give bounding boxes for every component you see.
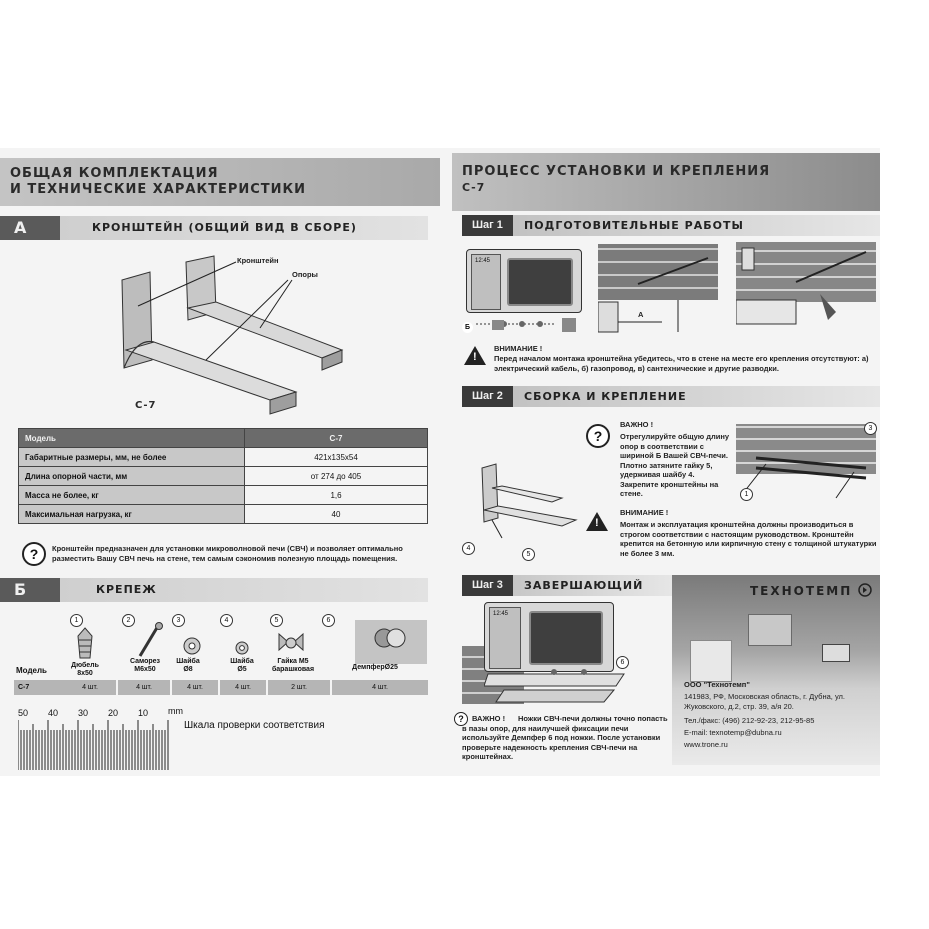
label-b: Б bbox=[462, 322, 473, 333]
step2-tag: Шаг 2 bbox=[462, 386, 513, 407]
section-b-letter: Б bbox=[14, 580, 27, 599]
left-title-line2: И ТЕХНИЧЕСКИЕ ХАРАКТЕРИСТИКИ bbox=[10, 182, 307, 197]
fastener-title: Саморез bbox=[129, 658, 161, 665]
ruler-caption: Шкала проверки соответствия bbox=[184, 720, 325, 731]
brand-phone: Тел./факс: (496) 212-92-23, 212-95-85 bbox=[684, 716, 815, 725]
section-b-header bbox=[0, 578, 428, 602]
microwave-display: 12:45 bbox=[475, 258, 491, 264]
ruler-number: 40 bbox=[48, 708, 59, 718]
table-row bbox=[19, 467, 428, 486]
section-a-title: КРОНШТЕЙН (ОБЩИЙ ВИД В СБОРЕ) bbox=[92, 221, 357, 234]
microwave-image bbox=[466, 249, 582, 313]
table-row bbox=[19, 448, 428, 467]
screw-icon bbox=[134, 622, 164, 658]
spec-value: от 274 до 405 bbox=[245, 467, 428, 486]
brand-logo: ТЕХНОТЕМП bbox=[750, 584, 853, 598]
washer-small-icon bbox=[234, 640, 250, 656]
spec-key: Длина опорной части, мм bbox=[19, 467, 245, 486]
step1-warning-text: Перед началом монтажа кронштейна убедитесь, что в стене на месте его крепления отсутствуют: а) электрический кабель, б) газопровод, в) сантехнические и другие разводки. bbox=[494, 354, 869, 373]
section-a-letter: А bbox=[14, 218, 27, 237]
callout-6: 6 bbox=[616, 656, 629, 669]
section-b-title: КРЕПЕЖ bbox=[96, 583, 157, 596]
brand-email: E-mail: texnotemp@dubna.ru bbox=[684, 728, 782, 737]
fastener-name bbox=[222, 658, 262, 674]
ruler-scale bbox=[18, 720, 180, 770]
step2-bracket-diagram bbox=[462, 458, 582, 558]
ruler-number: 30 bbox=[78, 708, 89, 718]
step1-header bbox=[462, 215, 880, 236]
step3-tag: Шаг 3 bbox=[462, 575, 513, 596]
wing-nut-icon bbox=[276, 628, 306, 656]
step2-header bbox=[462, 386, 880, 407]
spec-key: Модель bbox=[19, 429, 245, 448]
ruler-number: 10 bbox=[138, 708, 149, 718]
qty-cell: 4 шт. bbox=[172, 680, 218, 695]
fastener-name bbox=[268, 658, 318, 674]
fastener-name bbox=[168, 658, 208, 674]
qty-cell: 4 шт. bbox=[118, 680, 170, 695]
dowel-icon bbox=[74, 626, 96, 660]
kitchen-microwave bbox=[822, 644, 850, 662]
spec-table bbox=[18, 428, 428, 524]
fastener-number: 4 bbox=[220, 614, 233, 627]
spec-key: Максимальная нагрузка, кг bbox=[19, 505, 245, 524]
callout-5: 5 bbox=[522, 548, 535, 561]
right-title-line2: С-7 bbox=[462, 181, 486, 194]
callout-3: 3 bbox=[864, 422, 877, 435]
step3-bracket-diagram bbox=[484, 668, 634, 712]
bracket-illustration bbox=[110, 250, 360, 420]
qty-cell: 4 шт. bbox=[64, 680, 116, 695]
spec-value: 1,6 bbox=[245, 486, 428, 505]
section-a-header bbox=[0, 216, 428, 240]
ruler-number: 20 bbox=[108, 708, 119, 718]
fastener-number: 3 bbox=[172, 614, 185, 627]
right-title-line1: ПРОЦЕСС УСТАНОВКИ И КРЕПЛЕНИЯ bbox=[462, 164, 771, 179]
damper-icon bbox=[372, 626, 408, 650]
microwave-image bbox=[484, 602, 614, 672]
label-supports: Опоры bbox=[292, 270, 318, 279]
microwave-display: 12:45 bbox=[493, 611, 509, 617]
fastener-name bbox=[345, 664, 405, 672]
drill-diagram bbox=[736, 242, 878, 334]
fastener-number: 5 bbox=[270, 614, 283, 627]
spec-key: Габаритные размеры, мм, не более bbox=[19, 448, 245, 467]
fastener-title: Гайка М5 bbox=[277, 658, 309, 665]
fastener-size: барашковая bbox=[271, 666, 315, 673]
callout-1: 1 bbox=[740, 488, 753, 501]
step2-title: СБОРКА И КРЕПЛЕНИЕ bbox=[524, 390, 687, 403]
brand-company: ООО "Технотемп" bbox=[684, 680, 750, 689]
fastener-title: Демпфер bbox=[352, 664, 385, 671]
step2-important-text: Отрегулируйте общую длину опор в соответствии с шириной Б Вашей СВЧ-печи. Плотно затяните гайку 5, удерживая шайбу 4. Закрепите кронштейны на стене. bbox=[620, 432, 730, 498]
fastener-title: Шайба bbox=[230, 658, 254, 665]
model-caption: С-7 bbox=[135, 400, 157, 411]
step1-title: ПОДГОТОВИТЕЛЬНЫЕ РАБОТЫ bbox=[524, 219, 744, 232]
step2-warning-head: ВНИМАНИЕ ! bbox=[620, 508, 669, 517]
fastener-number: 1 bbox=[70, 614, 83, 627]
step3-important-head: ВАЖНО ! bbox=[472, 714, 506, 723]
table-row bbox=[19, 505, 428, 524]
label-bracket: Кронштейн bbox=[237, 256, 279, 265]
question-icon: ? bbox=[454, 712, 468, 726]
warning-icon: ! bbox=[586, 512, 608, 531]
fastener-size: M6x50 bbox=[134, 666, 156, 673]
spec-value: 421x135x54 bbox=[245, 448, 428, 467]
brand-site: www.trone.ru bbox=[684, 740, 728, 749]
brand-address: 141983, РФ, Московская область, г. Дубна, ул. Жуковского, д.2, стр. 39, а/я 20. bbox=[684, 692, 846, 711]
warning-icon: ! bbox=[464, 346, 486, 365]
step2-assembly-diagram bbox=[736, 424, 878, 504]
step1-warning-head: ВНИМАНИЕ ! bbox=[494, 344, 543, 353]
step3-header bbox=[462, 575, 672, 596]
microwave-window bbox=[529, 611, 603, 665]
fastener-size: Ø25 bbox=[384, 664, 398, 671]
kitchen-window bbox=[690, 640, 732, 682]
table-row bbox=[19, 486, 428, 505]
qty-cell: 2 шт. bbox=[268, 680, 330, 695]
question-icon: ? bbox=[586, 424, 610, 448]
label-a: А bbox=[638, 310, 644, 319]
spec-value: 40 bbox=[245, 505, 428, 524]
fastener-size: Ø8 bbox=[183, 666, 193, 673]
step1-tag: Шаг 1 bbox=[462, 215, 513, 236]
qty-cell: 4 шт. bbox=[332, 680, 428, 695]
fastener-title: Шайба bbox=[176, 658, 200, 665]
fastener-number: 2 bbox=[122, 614, 135, 627]
callout-4: 4 bbox=[462, 542, 475, 555]
step2-important-head: ВАЖНО ! bbox=[620, 420, 654, 429]
brand-logo-icon bbox=[858, 583, 872, 597]
table-row bbox=[19, 429, 428, 448]
qty-cell: 4 шт. bbox=[220, 680, 266, 695]
fastener-number: 6 bbox=[322, 614, 335, 627]
model-label: Модель bbox=[16, 666, 47, 675]
step3-important-text: Ножки СВЧ-печи должны точно попасть в пазы опор, для наилучшей фиксации печи используйте Демпфер 6 под ножки. После установки проверьте надежность крепления СВЧ-печи на кронштейнах. bbox=[462, 714, 668, 761]
spec-value: С-7 bbox=[245, 429, 428, 448]
note-text: Кронштейн предназначен для установки микроволновой печи (СВЧ) и позволяет оптимально разместить Вашу СВЧ печь на стене, тем самым сэкономив полезную площадь помещения. bbox=[52, 544, 403, 563]
fastener-size: Ø5 bbox=[237, 666, 247, 673]
step2-warning-text: Монтаж и эксплуатация кронштейна должны производиться в строгом соответствии с настоящим руководством. Кронштейн крепится на бетонную или кирпичную стену с толщиной штукатурки не более 3 мм. bbox=[620, 520, 877, 558]
bracket-feet-diagram bbox=[466, 312, 584, 338]
left-title-line1: ОБЩАЯ КОМПЛЕКТАЦИЯ bbox=[10, 166, 219, 181]
right-title-band bbox=[452, 153, 880, 211]
step3-title: ЗАВЕРШАЮЩИЙ bbox=[524, 579, 644, 592]
ruler-unit: mm bbox=[168, 706, 183, 716]
microwave-window bbox=[507, 258, 573, 306]
kitchen-cabinet bbox=[748, 614, 792, 646]
fastener-size: 8x50 bbox=[77, 670, 93, 677]
fastener-name bbox=[60, 662, 110, 678]
wall-mount-diagram bbox=[598, 244, 720, 336]
fastener-name bbox=[120, 658, 170, 674]
model-value: С-7 bbox=[14, 680, 66, 695]
spec-key: Масса не более, кг bbox=[19, 486, 245, 505]
washer-icon bbox=[182, 636, 202, 656]
fastener-title: Дюбель bbox=[71, 662, 99, 669]
question-icon: ? bbox=[22, 542, 46, 566]
ruler-number: 50 bbox=[18, 708, 29, 718]
